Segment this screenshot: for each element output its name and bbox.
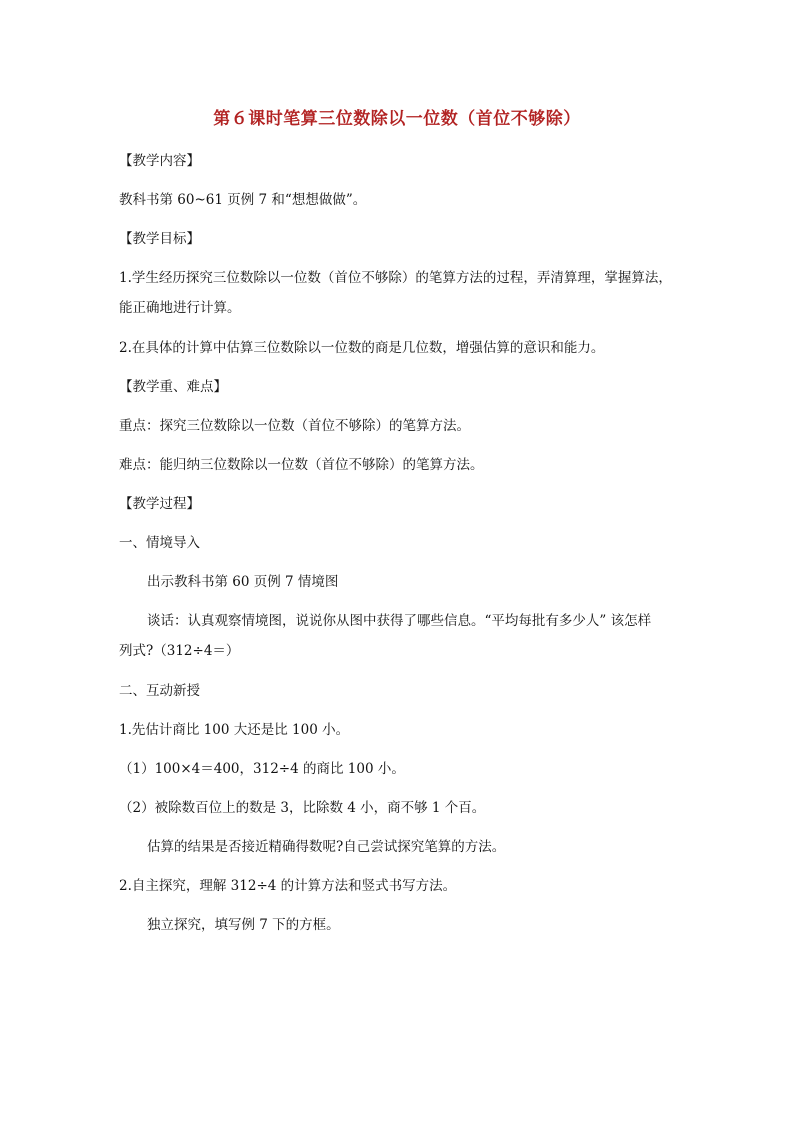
- section-heading-goals: 【教学目标】: [119, 231, 200, 247]
- intro-show-figure: 出示教科书第 60 页例 7 情境图: [147, 574, 339, 590]
- estimate-item-2: （2）被除数百位上的数是 3，比除数 4 小，商不够 1 个百。: [119, 800, 486, 816]
- intro-dialogue-line-1: 谈话：认真观察情境图，说说你从图中获得了哪些信息。“平均每批有多少人” 该怎样: [147, 613, 652, 629]
- estimate-item-1: （1）100×4＝400，312÷4 的商比 100 小。: [119, 761, 405, 777]
- goal-1-line-2: 能正确地进行计算。: [119, 300, 241, 316]
- section-heading-process: 【教学过程】: [119, 496, 200, 512]
- step-heading-intro: 一、情境导入: [119, 535, 200, 551]
- explore-note: 独立探究，填写例 7 下的方框。: [147, 917, 340, 933]
- intro-dialogue-line-2: 列式?（312÷4＝）: [119, 643, 240, 659]
- estimate-note: 估算的结果是否接近精确得数呢?自己尝试探究笔算的方法。: [147, 839, 506, 855]
- estimate-step: 1.先估计商比 100 大还是比 100 小。: [119, 722, 350, 738]
- explore-step: 2.自主探究，理解 312÷4 的计算方法和竖式书写方法。: [119, 878, 457, 894]
- section-heading-content: 【教学内容】: [119, 153, 200, 169]
- goal-2: 2.在具体的计算中估算三位数除以一位数的商是几位数，增强估算的意识和能力。: [119, 340, 605, 356]
- content-text: 教科书第 60~61 页例 7 和“想想做做”。: [119, 192, 367, 208]
- goal-1-line-1: 1.学生经历探究三位数除以一位数（首位不够除）的笔算方法的过程，弄清算理，掌握算法，: [119, 270, 672, 286]
- step-heading-interactive: 二、互动新授: [119, 683, 200, 699]
- page-title: 第６课时笔算三位数除以一位数（首位不够除）: [213, 109, 581, 129]
- difficult-point: 难点：能归纳三位数除以一位数（首位不够除）的笔算方法。: [119, 457, 484, 473]
- section-heading-key-points: 【教学重、难点】: [119, 379, 227, 395]
- key-point: 重点：探究三位数除以一位数（首位不够除）的笔算方法。: [119, 418, 470, 434]
